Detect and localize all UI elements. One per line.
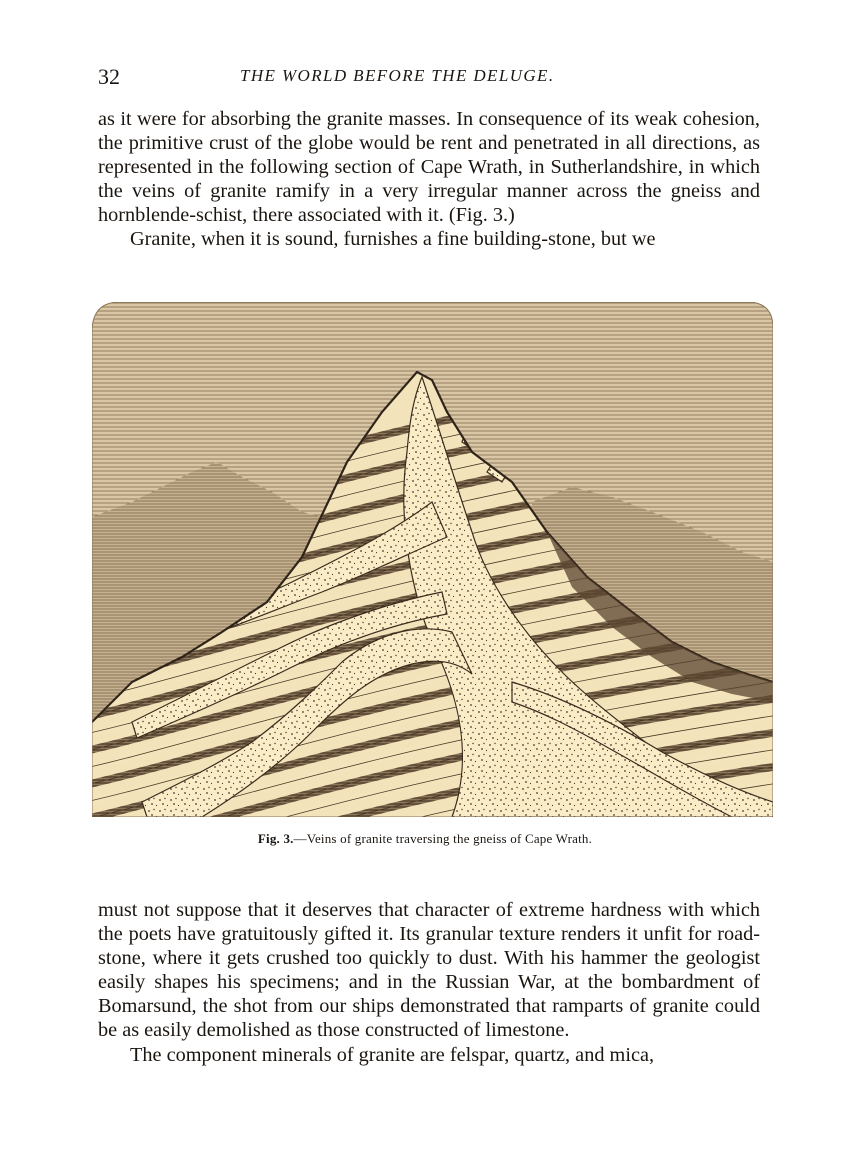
running-title: THE WORLD BEFORE THE DELUGE. (240, 66, 555, 85)
figure-caption-label: Fig. 3. (257, 831, 294, 846)
page-number: 32 (98, 64, 120, 89)
text-block-bottom (98, 898, 760, 1067)
figure-caption-text: —Veins of granite traversing the gneiss of Cape Wrath. (293, 831, 593, 846)
paragraph-hardness: must not suppose that it deserves that character of extreme hardness with which the poets have gratuitously gifted it. Its granular texture renders it unfit for road-stone, where it gets crushed too quickly to dust. With his hammer the geologist easily shapes his specimens; and in the Russian War, at the bombardment of Bomarsund, the shot from our ships demonstrated that ramparts of granite could be as easily demolished as those constructed of limestone. (98, 899, 760, 1042)
figure-caption (0, 831, 850, 847)
paragraph-component-minerals: The component minerals of granite are felspar, quartz, and mica, (130, 1043, 655, 1066)
text-block-top (98, 107, 760, 252)
paragraph-building-stone: Granite, when it is sound, furnishes a fine building-stone, but we (130, 228, 656, 251)
figure-cape-wrath-engraving (92, 302, 773, 817)
paragraph-granite-veins: as it were for absorbing the granite masses. In consequence of its weak cohesion, the primitive crust of the globe would be rent and penetrated in all directions, as represented in the following section of Cape Wrath, in Sutherlandshire, in which the veins of granite ramify in a very irregular manner across the gneiss and hornblende-schist, there associated with it. (Fig. 3.) (98, 108, 760, 227)
